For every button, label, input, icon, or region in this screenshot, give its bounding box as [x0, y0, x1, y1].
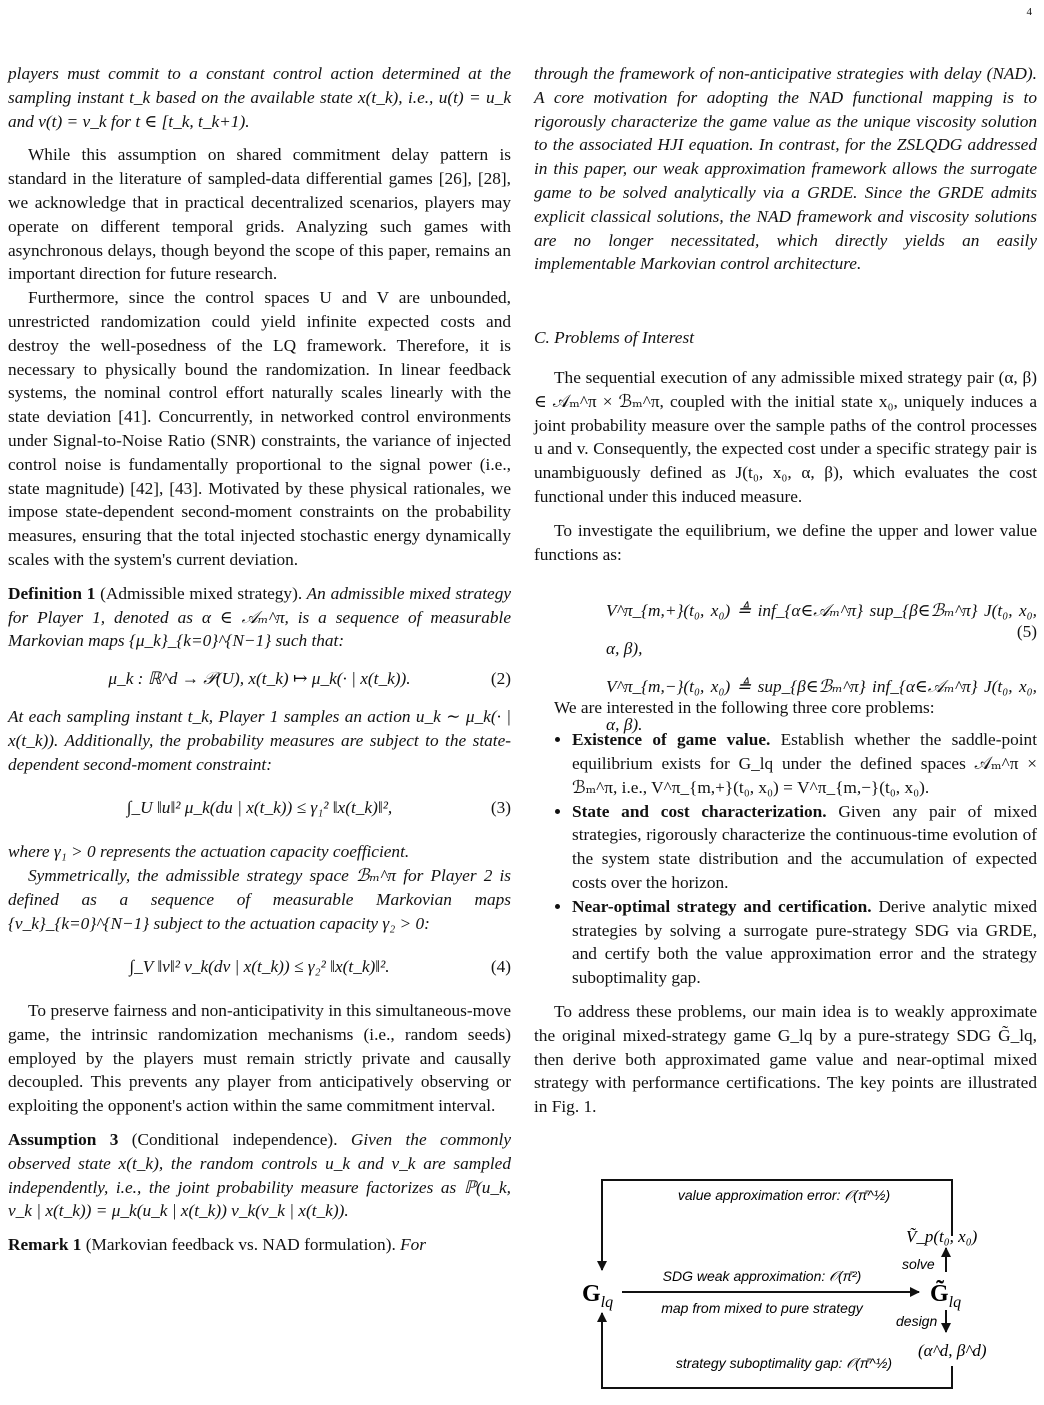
paragraph-sequential: The sequential execution of any admissible mixed strategy pair (α, β) ∈ 𝒜ₘ^π × ℬₘ^π, coupled with the initial state x₀, uniquely induces a joint probability measure over the sample paths of the control processes u and v. Consequently, the expected cost under a specific strategy pair is unambiguously defined as J(t₀, x₀, α, β), which evaluates the cost functional under this induced measure. — [534, 367, 1037, 506]
remark-1-title: (Markovian feedback vs. NAD formulation). — [81, 1235, 396, 1255]
paragraph-intro: players must commit to a constant control action determined at the sampling instant t_k based on the available state x(t_k), i.e., u(t) = u_k and v(t) = v_k for t ∈ [t_k, t_k+1). — [8, 64, 511, 131]
paragraph-fairness: To preserve fairness and non-anticipativity in this simultaneous-move game, the intrinsic randomization mechanisms (i.e., random seeds) employed by the players must remain strictly private and causally decoupled. This prevents any player from anticipatively observing or exploiting the opponent's action within the same commitment interval. — [8, 1001, 511, 1116]
equation-2-body: μ_k : ℝ^d → 𝒫(U), x(t_k) ↦ μ_k(· | x(t_k)). — [108, 669, 411, 689]
problems-list — [534, 728, 1037, 990]
page-number: 4 — [1026, 6, 1032, 18]
remark-1-continuation: through the framework of non-anticipative strategies with delay (NAD). A core motivation for adopting the NAD functional mapping is to rigorously characterize the game value as the unique viscosity solution to the associated HJI equation. In contrast, for the ZSLQDG addressed in this paper, our weak approximation framework allows the surrogate game to be solved analytically via a GRDE. Since the GRDE admits explicit classical solutions, the NAD framework and viscosity solutions are no longer necessitated, which directly yields an easily implementable Markovian control architecture. — [534, 64, 1037, 274]
remark-1-label: Remark 1 — [8, 1235, 82, 1255]
paragraph-value: To investigate the equilibrium, we define the upper and lower value functions as: — [534, 520, 1037, 564]
equation-5-lower: V^π_{m,−}(t₀, x₀) ≜ sup_{β∈ℬₘ^π} inf_{α∈𝒜ₘ^π} J(t₀, x₀, α, β). — [606, 677, 1037, 735]
value-node: Ṽ_p(t₀, x₀) — [906, 1227, 978, 1246]
definition-1 — [8, 582, 511, 653]
map-label: map from mixed to pure strategy — [661, 1300, 863, 1316]
equation-3-body: ∫_U ‖u‖² μ_k(du | x(t_k)) ≤ γ₁² ‖x(t_k)‖², — [126, 798, 393, 818]
problem-item-title: Existence of game value. — [572, 730, 771, 750]
problem-item-title: State and cost characterization. — [572, 801, 827, 821]
remark-1 — [8, 1233, 511, 1257]
equation-2 — [8, 667, 511, 691]
definition-1-continuation: At each sampling instant t_k, Player 1 samples an action u_k ∼ μ_k(· | x(t_k)). Additionally, the probability measures are subject to the state-dependent second-moment constraint: — [8, 706, 511, 774]
definition-1-title: (Admissible mixed strategy). — [95, 583, 303, 603]
strategy-node: (α^d, β^d) — [918, 1341, 987, 1360]
problem-item-text: Establish whether the saddle-point equilibrium exists for G_lq under the defined spaces 𝒜ₘ^π × ℬₘ^π, i.e., V^π_{m,+}(t₀, x₀) = V^π_{m,−}(t₀, x₀). — [572, 730, 1037, 797]
value-error-label: value approximation error: 𝒪(π̄^½) — [677, 1187, 891, 1203]
left-column — [8, 62, 511, 1257]
assumption-3-label: Assumption 3 — [8, 1130, 119, 1150]
g-tilde-lq-node: $G̃_{lq}$ — [930, 1281, 962, 1311]
suboptimality-label: strategy suboptimality gap: 𝒪(π̄^½) — [675, 1355, 893, 1371]
remark-1-text: For — [395, 1235, 427, 1255]
equation-4-number: (4) — [490, 957, 511, 977]
design-label: design — [896, 1313, 938, 1329]
problem-item — [572, 800, 1037, 895]
equation-4-body: ∫_V ‖v‖² ν_k(dv | x(t_k)) ≤ γ₂² ‖x(t_k)‖². — [129, 957, 390, 977]
equation-3 — [8, 796, 511, 820]
equation-5-upper: V^π_{m,+}(t₀, x₀) ≜ inf_{α∈𝒜ₘ^π} sup_{β∈ℬₘ^π} J(t₀, x₀, α, β), — [606, 601, 1037, 659]
equation-3-number: (3) — [490, 798, 511, 818]
assumption-3 — [8, 1128, 511, 1223]
right-column — [534, 62, 1037, 1119]
assumption-3-text: Given the commonly observed state x(t_k), the random controls u_k and v_k are sampled independently, i.e., the joint probability measure factorizes as ℙ(u_k, v_k | x(t_k)) = μ_k(u_k | x(t_k)) ν_k(v_k | x(t_k)). — [8, 1130, 511, 1221]
equation-2-number: (2) — [490, 669, 511, 689]
definition-1-where: where γ₁ > 0 represents the actuation capacity coefficient. — [8, 842, 410, 862]
assumption-3-title: (Conditional independence). — [118, 1130, 338, 1150]
paragraph-interest: We are interested in the following three core problems: — [554, 698, 935, 718]
definition-1-symmetric: Symmetrically, the admissible strategy space ℬₘ^π for Player 2 is defined as a sequence of measurable Markovian maps {ν_k}_{k=0}^{N−1} subject to the actuation capacity γ₂ > 0: — [8, 865, 511, 933]
weak-approx-label: SDG weak approximation: 𝒪(π̄²) — [662, 1268, 862, 1284]
paragraph-address: To address these problems, our main idea is to weakly approximate the original mixed-strategy game G_lq by a pure-strategy SDG G̃_lq, then derive both approximated game value and near-optimal mixed strategy with performance certifications. The key points are illustrated in Fig. 1. — [534, 1001, 1037, 1117]
definition-1-text: An admissible mixed strategy for Player 1, denoted as α ∈ 𝒜ₘ^π, is a sequence of measurable Markovian maps {μ_k}_{k=0}^{N−1} such that: — [8, 583, 512, 651]
figure-svg — [534, 1170, 1037, 1400]
paragraph-delay: While this assumption on shared commitment delay pattern is standard in the literature of sampled-data differential games [26], [28], we acknowledge that in practical decentralized scenarios, players may operate on different temporal grids. Analyzing such games with asynchronous delays, though beyond the scope of this paper, remains an important direction for future research. — [8, 145, 511, 284]
figure-diagram — [534, 1170, 1037, 1400]
equation-4 — [8, 955, 511, 979]
equation-5-number: (5) — [1016, 622, 1037, 642]
problem-item-text: Derive analytic mixed strategies by solving a surrogate pure-strategy SDG via GRDE, and certify both the value approximation error and the strategy suboptimality gap. — [572, 896, 1038, 988]
problem-item-title: Near-optimal strategy and certification. — [572, 896, 872, 916]
problem-item — [572, 895, 1037, 990]
section-heading: C. Problems of Interest — [534, 328, 694, 348]
solve-label: solve — [902, 1256, 935, 1272]
problem-item-text: Given any pair of mixed strategies, rigorously characterize the continuous-time evolution of the system state distribution and the accumulation of expected costs over the horizon. — [572, 801, 1037, 892]
g-lq-node: $G_{lq}$ — [582, 1281, 614, 1311]
definition-1-label: Definition 1 — [8, 583, 96, 603]
paragraph-bound: Furthermore, since the control spaces U and V are unbounded, unrestricted randomization could yield infinite expected costs and destroy the well-posedness of the LQ framework. Therefore, it is necessary to physically bound the randomization. In linear feedback systems, the nominal control effort naturally scales linearly with the state deviation [41]. Concurrently, in networked control environments under Signal-to-Noise Ratio (SNR) constraints, the variance of injected control noise is fundamentally proportional to the signal power (i.e., state magnitude) [42], [43]. Motivated by these physical rationales, we impose state-dependent second-moment constraints on the probability measures, ensuring that the total injected stochastic energy dynamically scales with the system's current deviation. — [8, 288, 511, 569]
